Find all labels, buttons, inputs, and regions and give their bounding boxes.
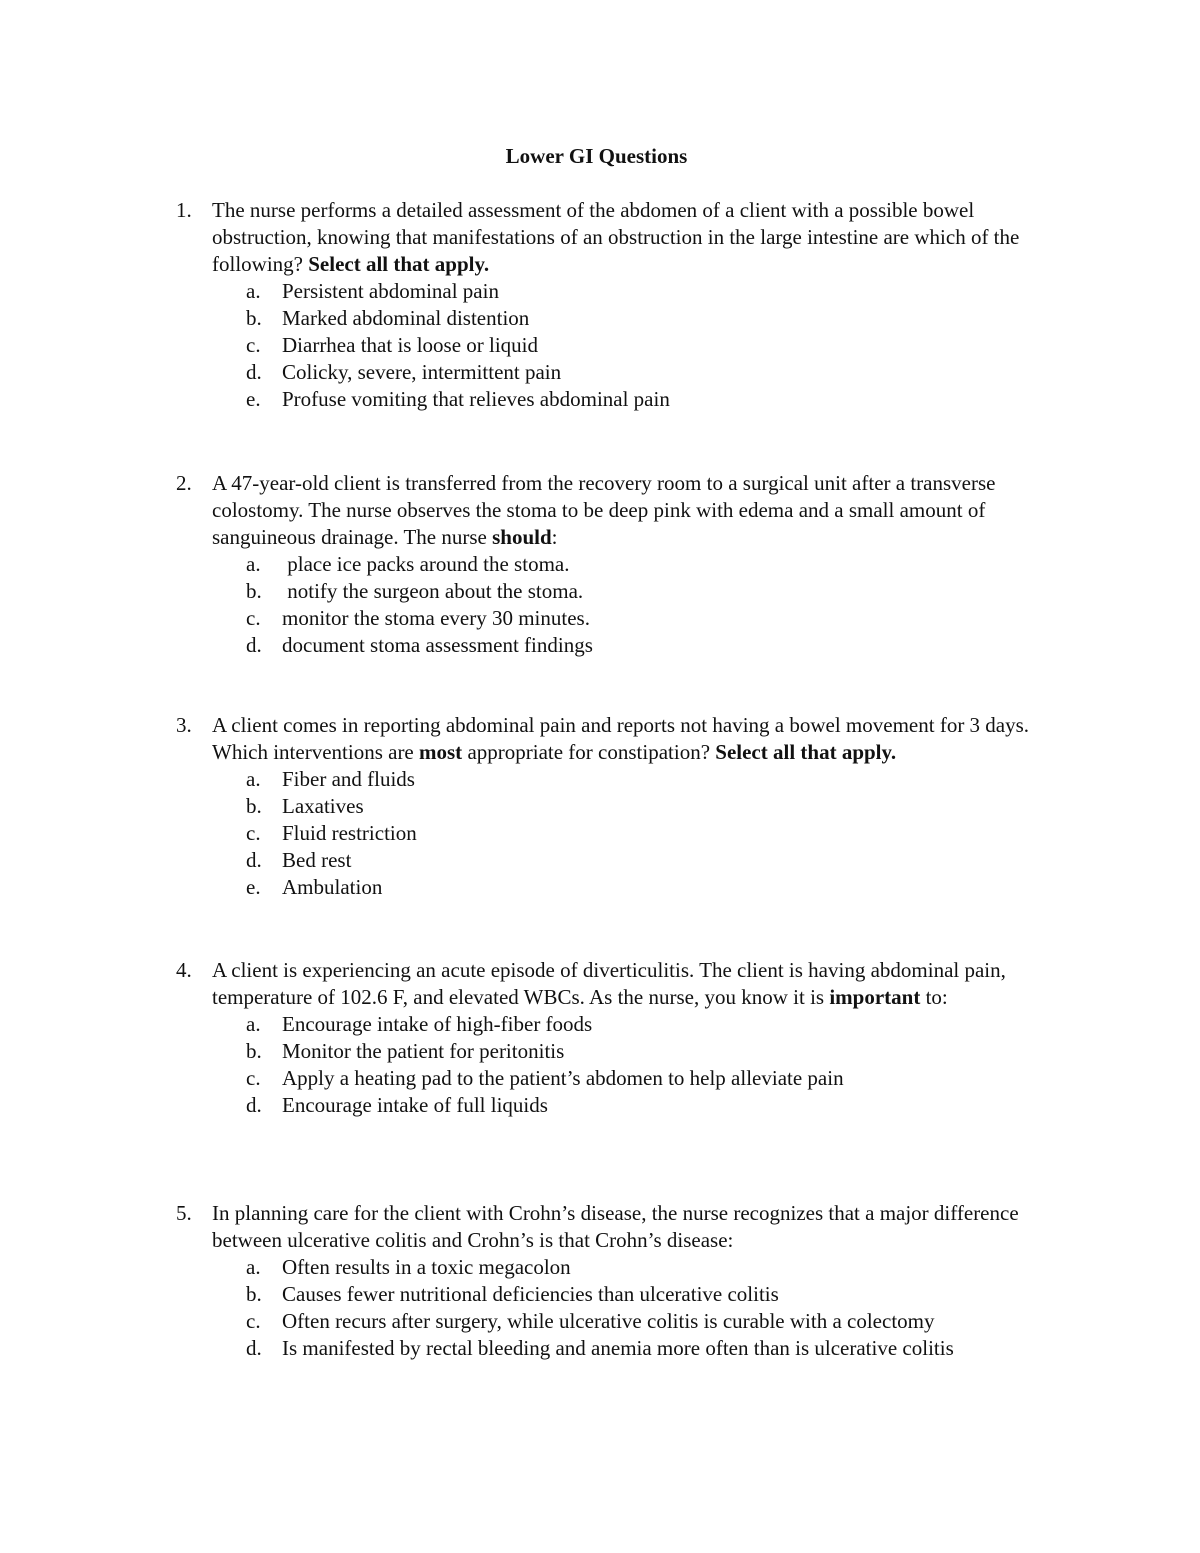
answer-option [176,1038,1076,1065]
option-text: Encourage intake of full liquids [282,1093,548,1117]
stem-text: to: [920,985,948,1009]
option-letter: b. [246,579,262,603]
question-number: 5. [176,1201,192,1225]
question-stem [212,1200,1076,1254]
option-text: Often results in a toxic megacolon [282,1255,571,1279]
option-letter: c. [246,1309,261,1333]
question-stem [212,957,1076,1011]
answer-option [176,632,1076,659]
answer-option [176,1335,1076,1362]
answer-options [176,1254,1076,1362]
answer-option [176,386,1076,413]
question-1 [176,197,1076,413]
option-letter: b. [246,1039,262,1063]
answer-option [176,278,1076,305]
answer-options [176,551,1076,659]
option-text: monitor the stoma every 30 minutes. [282,606,590,630]
stem-text: A client is experiencing an acute episode of diverticulitis. The client is having abdominal pain, temperature of 102.6 F, and elevated WBCs. As the nurse, you know it is [212,958,1006,1009]
question-number: 4. [176,958,192,982]
option-letter: e. [246,387,261,411]
option-letter: d. [246,1093,262,1117]
question-stem [212,470,1076,551]
option-text: Laxatives [282,794,364,818]
option-text: Monitor the patient for peritonitis [282,1039,565,1063]
option-letter: c. [246,1066,261,1090]
stem-text: appropriate for constipation? [462,740,716,764]
answer-option [176,305,1076,332]
answer-option [176,1254,1076,1281]
answer-option [176,578,1076,605]
question-2 [176,470,1076,659]
answer-option [176,359,1076,386]
option-letter: b. [246,1282,262,1306]
answer-option [176,1065,1076,1092]
answer-option [176,1308,1076,1335]
question-number: 3. [176,713,192,737]
option-letter: c. [246,821,261,845]
option-letter: a. [246,1012,261,1036]
question-4 [176,957,1076,1119]
answer-option [176,332,1076,359]
option-text: Often recurs after surgery, while ulcerative colitis is curable with a colectomy [282,1309,935,1333]
option-letter: b. [246,306,262,330]
answer-options [176,1011,1076,1119]
option-text: Marked abdominal distention [282,306,530,330]
option-text: Colicky, severe, intermittent pain [282,360,562,384]
answer-options [176,766,1076,901]
answer-option [176,793,1076,820]
option-letter: a. [246,552,261,576]
answer-option [176,874,1076,901]
answer-option [176,820,1076,847]
option-text: document stoma assessment findings [282,633,593,657]
option-letter: d. [246,633,262,657]
stem-emphasis: most [419,740,463,764]
option-text: Fiber and fluids [282,767,415,791]
stem-emphasis: Select all that apply. [308,252,490,276]
option-letter: c. [246,606,261,630]
question-3 [176,712,1076,901]
stem-emphasis: important [829,985,921,1009]
question-stem [212,197,1076,278]
option-text: Ambulation [282,875,383,899]
stem-text: A client comes in reporting abdominal pain and reports not having a bowel movement for 3 days. Which interventions are [212,713,1030,764]
stem-emphasis: should [492,525,552,549]
question-5 [176,1200,1076,1362]
option-text: Bed rest [282,848,352,872]
option-text: Apply a heating pad to the patient’s abdomen to help alleviate pain [282,1066,844,1090]
question-number: 2. [176,471,192,495]
option-letter: e. [246,875,261,899]
answer-option [176,1011,1076,1038]
answer-option [176,1281,1076,1308]
stem-text: : [551,525,558,549]
answer-option [176,551,1076,578]
answer-options [176,278,1076,413]
option-text: Persistent abdominal pain [282,279,499,303]
option-letter: a. [246,767,261,791]
option-text: Diarrhea that is loose or liquid [282,333,539,357]
option-letter: d. [246,360,262,384]
stem-text: The nurse performs a detailed assessment of the abdomen of a client with a possible bowel obstruction, knowing that manifestations of an obstruction in the large intestine are which of the following? [212,198,1020,276]
option-text: Encourage intake of high-fiber foods [282,1012,593,1036]
option-text: Profuse vomiting that relieves abdominal pain [282,387,670,411]
option-letter: a. [246,279,261,303]
answer-option [176,605,1076,632]
page-title: Lower GI Questions [505,144,688,168]
option-text: Is manifested by rectal bleeding and anemia more often than is ulcerative colitis [282,1336,954,1360]
option-text: Fluid restriction [282,821,417,845]
option-text: Causes fewer nutritional deficiencies than ulcerative colitis [282,1282,779,1306]
option-letter: b. [246,794,262,818]
option-text: place ice packs around the stoma. [282,552,570,576]
answer-option [176,847,1076,874]
option-text: notify the surgeon about the stoma. [282,579,584,603]
stem-text: A 47-year-old client is transferred from the recovery room to a surgical unit after a transverse colostomy. The nurse observes the stoma to be deep pink with edema and a small amount of sanguineous drainage. The nurse [212,471,996,549]
option-letter: d. [246,848,262,872]
stem-emphasis: Select all that apply. [715,740,897,764]
answer-option [176,1092,1076,1119]
answer-option [176,766,1076,793]
option-letter: d. [246,1336,262,1360]
question-stem [212,712,1076,766]
option-letter: a. [246,1255,261,1279]
option-letter: c. [246,333,261,357]
stem-text: In planning care for the client with Crohn’s disease, the nurse recognizes that a major difference between ulcerative colitis and Crohn’s is that Crohn’s disease: [212,1201,1019,1252]
question-number: 1. [176,198,192,222]
